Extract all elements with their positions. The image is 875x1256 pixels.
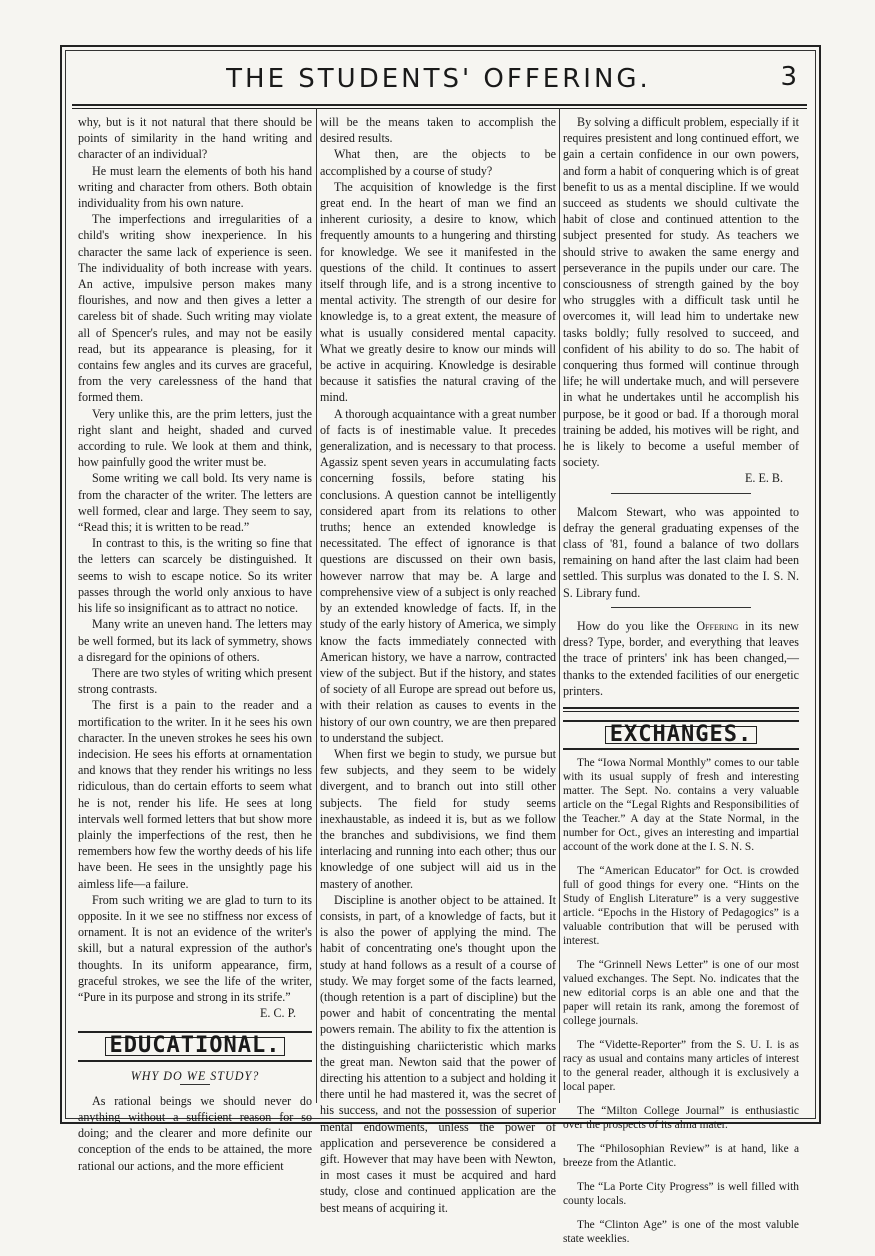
paragraph: The imperfections and irregularities of a child's writing show inexperience. In his character the same lack of experience is seen. The individuality of both increase with years. An active, impulsive person makes many flourishes, and now and then gives a letter a careless bit of shade. Such writing may violate all of Spencer's rules, and may not be easily read, but its appearance is pleasing, for it contains few angles and its curves are graceful, from the very carelessness of the hand that formed them. [78, 212, 312, 405]
masthead [62, 62, 815, 98]
exchange-item: The “Clinton Age” is one of the most valuble state weeklies. [563, 1219, 799, 1246]
exchange-item: The “Milton College Journal” is enthusiastic over the prospects of its alma mater. [563, 1105, 799, 1132]
divider [611, 607, 751, 608]
paragraph: A thorough acquaintance with a great number of facts is of inestimable value. It precedes generalization, and is necessary to that process. Agassiz spent seven years in accumulating facts concerning fossils, before stating his conclusions. A question cannot be intelligently considered apart from its relations to other truths; hence an extended knowledge is necessitated. The effect of ignorance is that questions are discussed on their own basis, however narrow that may be. A large and comprehensive view of a subject is only reached by an extended knowledge of facts. If, in the study of the early history of America, we simply know the facts immediately connected with American history, we have a narrow, contracted view of the subject. But if the history, and states of society of all Europe are spread out before us, with their relation as causes to events in the history of our own country, we are then prepared to understand the subject. [320, 406, 556, 745]
exchange-item: The “Iowa Normal Monthly” comes to our table with its usual supply of fresh and interesting matter. The Sept. No. contains a very valuable article on the “Legal Rights and Responsibilities of the Teacher.” A day at the State Normal, in the number for Oct., gives an interesting and impartial account of the work done at the I. S. N. S. [563, 757, 799, 854]
paragraph: will be the means taken to accomplish the desired results. [320, 115, 556, 146]
paragraph: Very unlike this, are the prim letters, just the right slant and height, shaded and curved according to rule. We look at them and think, how painfully good the writer must be. [78, 406, 312, 470]
exchanges-list [563, 756, 799, 1246]
signature: E. C. P. [260, 1006, 296, 1021]
publication-name: Offering [696, 618, 739, 633]
exchange-item: The “American Educator” for Oct. is crowded full of good things for every one. “Hints on the Study of English Literature” is a very suggestive article. “Epochs in the History of Pedagogics” is a valuable contribution that will be perused with interest. [563, 865, 799, 948]
section-heading-exchanges [563, 720, 799, 750]
exchange-item: The “Philosophian Review” is at hand, like a breeze from the Atlantic. [563, 1143, 799, 1170]
paragraph: Some writing we call bold. Its very name is from the character of the writer. The letters are well formed, clear and large. They seem to say, “Read this; it is written to be read.” [78, 471, 312, 535]
divider [563, 707, 799, 712]
paragraph: From such writing we are glad to turn to its opposite. In it we see no stiffness nor excess of ornament. It is not an evidence of the writer's skill, but a natural expression of the author's thoughts. In its uniform appearance, firm, graceful strokes, we see the life of the writer, “Pure in its purpose and strong in its strife.” [78, 892, 312, 1004]
paragraph: In contrast to this, is the writing so fine that the letters can scarcely be distinguished. It seems to wish to escape notice. So its writer passes through the world only anxious to have his life so insignificant as to attract no notice. [78, 536, 312, 616]
page-title: THE STUDENTS' OFFERING. [226, 64, 651, 94]
paragraph: The first is a pain to the reader and a mortification to the writer. In it he sees his own character. In the uneven strokes he sees his own indecision. He sees his efforts at ornamentation and knows that they render his writings no less ridiculous, than do certain efforts to seem what he is not, render his life. He sees at long intervals well formed letters that but show more plainly the imperfections of the rest, then he remembers how few the worthy deeds of his life have been. He sees in the unsightly page his aimless life—a failure. [78, 698, 312, 891]
article-subhead: WHY DO WE STUDY? [130, 1068, 260, 1083]
masthead-rule [72, 104, 807, 109]
notice: Malcom Stewart, who was appointed to defray the general graduating expenses of the class of '81, found a balance of two dollars remaining on hand after the last claim had been settled. This surplus was donated to the I. S. N. S. Library fund. [563, 504, 799, 600]
section-heading-text: EDUCATIONAL. [105, 1037, 286, 1055]
paragraph: The acquisition of knowledge is the first great end. In the heart of man we find an inherent curiosity, a desire to know, which frequently amounts to a hungering and thirsting for knowledge. We see it manifested in the questions of the child. It continues to assert itself through life, and is a strong incentive to mental activity. The strength of our desire for knowledge is, to a great extent, the measure of what is usually considered mental capacity. What we greatly desire to know our minds will be active in acquiring. Knowledge is desirable because it satisfies the natural craving of the mind. [320, 179, 556, 405]
paragraph: He must learn the elements of both his hand writing and character from others. Both obtain individuality from his own nature. [78, 163, 312, 211]
paragraph: Many write an uneven hand. The letters may be well formed, but its lack of symmetry, shows a disregard for the opinions of others. [78, 617, 312, 664]
divider [611, 493, 751, 494]
column-divider [559, 108, 560, 1103]
notice-text: in its new dress? Type, border, and everything that leaves the trace of printers' ink has been changed,—thanks to the extended facilities of our energetic printers. [563, 618, 799, 698]
column-2 [320, 114, 556, 1216]
paragraph: When first we begin to study, we pursue but few subjects, and they seem to be widely divergent, and to branch out into still other subjects. The field for study seems inexhaustable, as indeed it is, but as we follow the branches and subdivisions, we find them interlacing and running into each other; thus our knowledge of one subject will aid us in the mastery of another. [320, 746, 556, 891]
paragraph: Discipline is another object to be attained. It consists, in part, of a knowledge of facts, but it is also the power of applying the mind. The habit of concentrating one's thought upon the study at hand follows as a result of a course of study. We may forget some of the facts learned, (though retention is a part of discipline) but the power and habit of concentrating the mental powers remain. The ability to fix the attention is the distinguishing chariicteristic which marks the great man. Newton said that the power of directing his attention to a subject and holding it there until he had mastered it, was the secret of his success, and not the possession of superior mental endowments, unless the power of application and perseverence be considered a gift. However that may have been with Newton, in most cases it must be acquired and hard study, close and continued application are the best means of acquiring it. [320, 892, 556, 1215]
column-3 [563, 114, 799, 1256]
divider [180, 1084, 210, 1085]
paragraph: There are two styles of writing which present strong contrasts. [78, 665, 312, 697]
paragraph: why, but is it not natural that there should be points of similarity in the hand writing and character of an individual? [78, 115, 312, 162]
column-divider [316, 108, 317, 1103]
exchange-item: The “Grinnell News Letter” is one of our most valued exchanges. The Sept. No. indicates that the new editorial corps is an able one and that the paper will retain its rank, among the foremost of college journals. [563, 959, 799, 1028]
exchange-item: The “La Porte City Progress” is well filled with county locals. [563, 1181, 799, 1208]
paragraph: As rational beings we should never do anything without a sufficient reason for so doing; and the clearer and more definite our conception of the ends to be attained, the more rational our actions, and the more efficient [78, 1093, 312, 1173]
paragraph: What then, are the objects to be accomplished by a course of study? [320, 147, 556, 178]
notice-text: How do you like the [577, 618, 697, 633]
section-heading-text: EXCHANGES. [605, 726, 757, 744]
page-number: 3 [780, 62, 797, 92]
paragraph: By solving a difficult problem, especially if it requires presistent and long continued effort, we gain a certain confidence in our own powers, and form a habit of conquering which is of great benefit to us as a mental discipline. If we would succeed as students we should cultivate the habit of close and continued attention to the subject presented for study. As teachers we should strive to awaken the same energy and perseverance in the pupils under our care. The consciousness of strength gained by the boy who struggles with a difficult task until he overcomes it, will lead him to undertake new tasks boldly; fully resolved to succeed, and confident of his ability to do so. The habit of conquering thus formed will continue through life; he will undertake much, and will persevere in what he undertakes until he accomplish his purpose, be it good or bad. If a thorough moral training be added, his motives will be right, and he is likely to become a useful member of society. [563, 115, 799, 470]
notice [563, 618, 799, 699]
signature: E. E. B. [745, 471, 783, 486]
column-1 [78, 114, 312, 1174]
exchange-item: The “Vidette-Reporter” from the S. U. I. is as racy as usual and contains many articles of interest to the general reader, although it is exclusively a local paper. [563, 1039, 799, 1094]
section-heading-educational [78, 1031, 312, 1061]
